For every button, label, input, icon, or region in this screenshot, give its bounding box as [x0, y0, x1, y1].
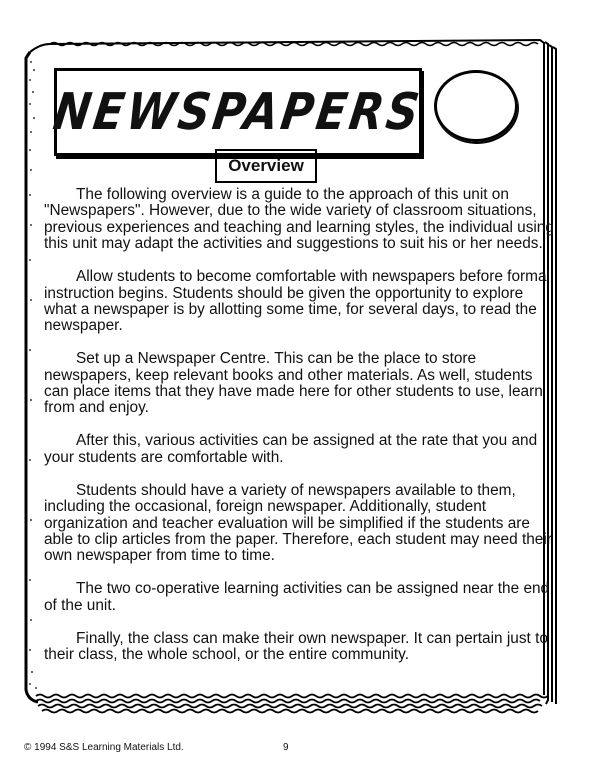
overview-body: [44, 187, 558, 680]
title-banner: [50, 68, 426, 156]
page-title: NEWSPAPERS: [50, 82, 426, 142]
paragraph: The following overview is a guide to the approach of this unit on "Newspapers". However, due to the wide variety of classroom situations, previous experiences and teaching and learning styles, the individual using this unit may adapt the activities and suggestions to suit his or her needs.: [44, 186, 554, 253]
copyright-notice: © 1994 S&S Learning Materials Ltd.: [24, 742, 184, 753]
section-heading: Overview: [228, 156, 304, 175]
page-number: 9: [283, 742, 289, 753]
paragraph: After this, various activities can be assigned at the rate that you and your students are comfortable with.: [44, 432, 538, 466]
paragraph: Students should have a variety of newspapers available to them, including the occasional, foreign newspaper. Additionally, student organization and teacher evaluation will be simplified if the students are able to clip articles from the paper. Therefore, each student may need their own newspaper from time to time.: [44, 481, 552, 565]
paragraph: The two co-operative learning activities can be assigned near the end of the unit.: [44, 580, 550, 614]
paragraph: Set up a Newspaper Centre. This can be the place to store newspapers, keep relevant books and other materials. As well, students can place items that they have made here for other students to use, learn from and enjoy.: [44, 350, 543, 417]
paragraph: Allow students to become comfortable with newspapers before formal instruction begins. Students should be given the opportunity to explore what a newspaper is by allotting some time, for several days, to read the newspaper.: [44, 268, 550, 335]
blank-oval-decoration: [434, 70, 518, 142]
section-heading-box: [215, 149, 317, 183]
paragraph: Finally, the class can make their own newspaper. It can pertain just to their class, the whole school, or the entire community.: [44, 629, 548, 663]
